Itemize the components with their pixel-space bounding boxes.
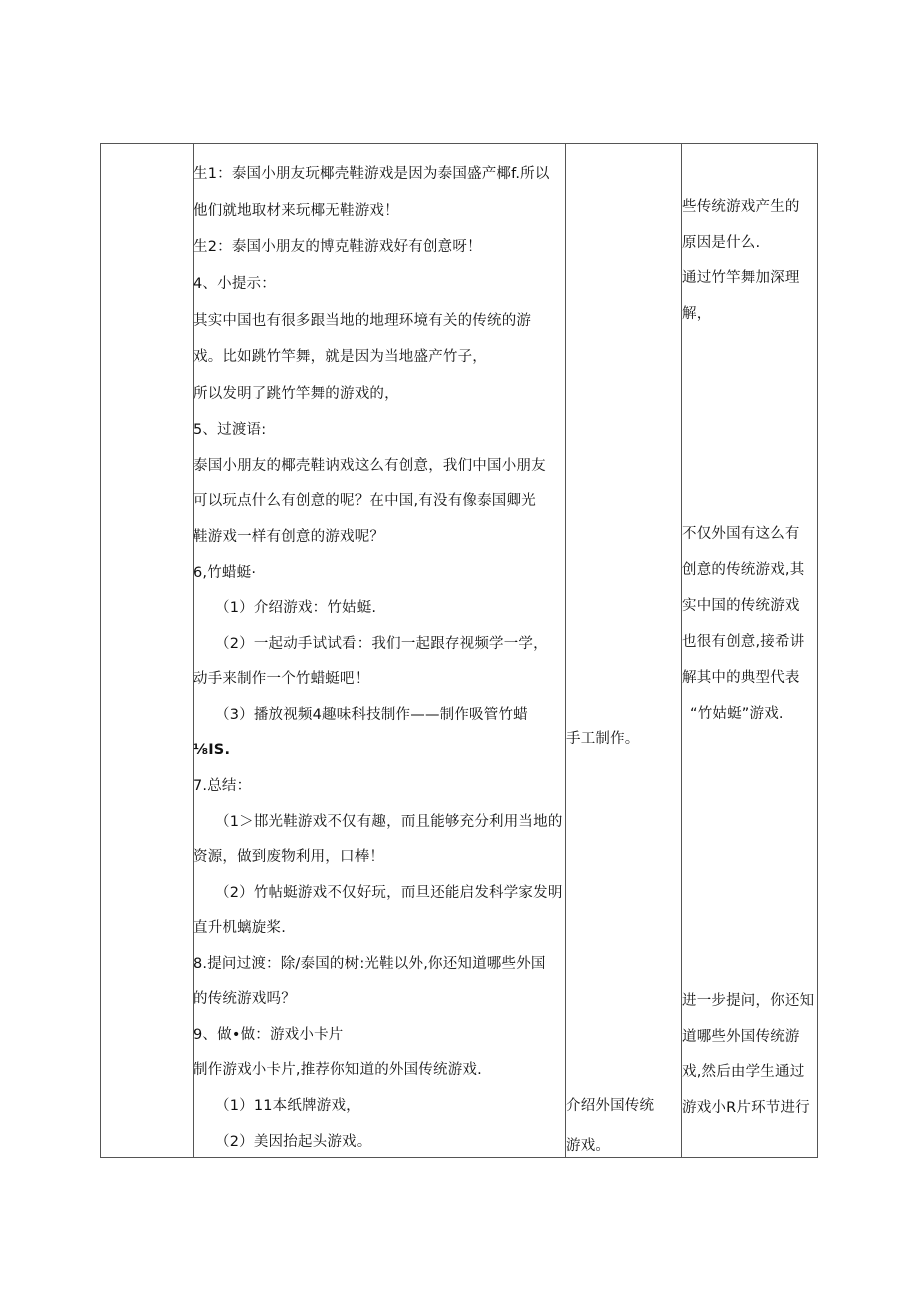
- text-line: 通过竹竿舞加深理: [682, 270, 800, 286]
- text-line: 道哪些外国传统游: [682, 1029, 800, 1045]
- text-line: 介绍外国传统: [566, 1098, 655, 1114]
- text-line: 鞋游戏一样有创意的游戏呢？: [193, 529, 385, 545]
- text-line: 创意的传统游戏,其: [682, 562, 805, 578]
- section-heading: 7.总结：: [193, 778, 252, 794]
- text-line: ⅛IS.: [193, 742, 231, 758]
- text-line: 他们就地取材来玩椰无鞋游戏！: [193, 203, 399, 219]
- text-line: （2）竹帖蜓游戏不仅好玩，而旦还能启发科学家发明: [215, 885, 563, 901]
- text-line: 解，: [682, 306, 712, 322]
- text-line: 生1：泰国小朋友玩椰壳鞋游戏是因为泰国盛产椰f.所以: [193, 166, 550, 182]
- text-line: 些传统游戏产生的: [682, 199, 800, 215]
- text-line: 其实中国也有很多跟当地的地理环境有关的传统的游: [193, 313, 532, 329]
- text-line: 直升机螭旋桨.: [193, 920, 287, 936]
- text-line: 戏,然后由学生通过: [682, 1064, 805, 1080]
- section-heading: 4、小提示：: [193, 276, 276, 292]
- text-line: 进一步提问，你还知: [682, 993, 815, 1009]
- text-line: 手工制作。: [566, 731, 640, 747]
- section-heading: 6,竹蜡蜓·: [193, 565, 257, 581]
- text-line: 所以发明了跳竹竿舞的游戏的，: [193, 386, 399, 402]
- text-line: 也很有创意,接希讲: [682, 634, 805, 650]
- text-line: 动手来制作一个竹蜡蜓吧！: [193, 671, 370, 687]
- text-line: 生2：泰国小朋友的博克鞋游戏好有创意呀！: [193, 239, 482, 255]
- text-line: （1）11本纸牌游戏，: [215, 1098, 361, 1114]
- text-line: 不仅外国有这么有: [682, 526, 800, 542]
- text-line: （1）介绍游戏：竹姑蜓.: [215, 600, 377, 616]
- section-heading: 5、过渡语:: [193, 422, 267, 438]
- text-line: 实中国的传统游戏: [682, 598, 800, 614]
- text-line: 游戏小R片环节进行: [682, 1100, 810, 1116]
- text-line: （1＞邯光鞋游戏不仅有趣，而且能够充分利用当地的: [215, 814, 563, 830]
- text-line: 解其中的典型代表: [682, 670, 800, 686]
- text-line: （3）播放视频4趣味科技制作——制作吸管竹蜡: [215, 707, 528, 723]
- text-line: 可以玩点什么有创意的呢？在中国,有没有像泰国卿光: [193, 493, 536, 509]
- text-line: 游戏。: [566, 1138, 611, 1154]
- section-heading: 8.提问过渡：除/泰国的树:光鞋以外,你还知道哪些外国: [193, 956, 546, 972]
- text-line: 原因是什么.: [682, 235, 761, 251]
- text-line: 的传统游戏吗？: [193, 991, 296, 1007]
- column-divider: [565, 144, 566, 1157]
- text-line: 资源，做到废物利用，口棒！: [193, 849, 385, 865]
- text-line: “竹姑蜓”游戏.: [690, 706, 784, 722]
- text-line: 戏。比如跳竹竿舞，就是因为当地盛产竹子，: [193, 349, 487, 365]
- text-line: （2）一起动手试试看：我们一起跟存视频学一学，: [215, 636, 548, 652]
- text-line: 制作游戏小卡片,推荐你知道的外国传统游戏.: [193, 1062, 482, 1078]
- text-line: 泰国小朋友的椰壳鞋讷戏这么有创意，我们中国小朋友: [193, 458, 546, 474]
- section-heading: 9、做•做：游戏小卡片: [193, 1027, 344, 1043]
- text-line: （2）美因抬起头游戏。: [215, 1134, 372, 1150]
